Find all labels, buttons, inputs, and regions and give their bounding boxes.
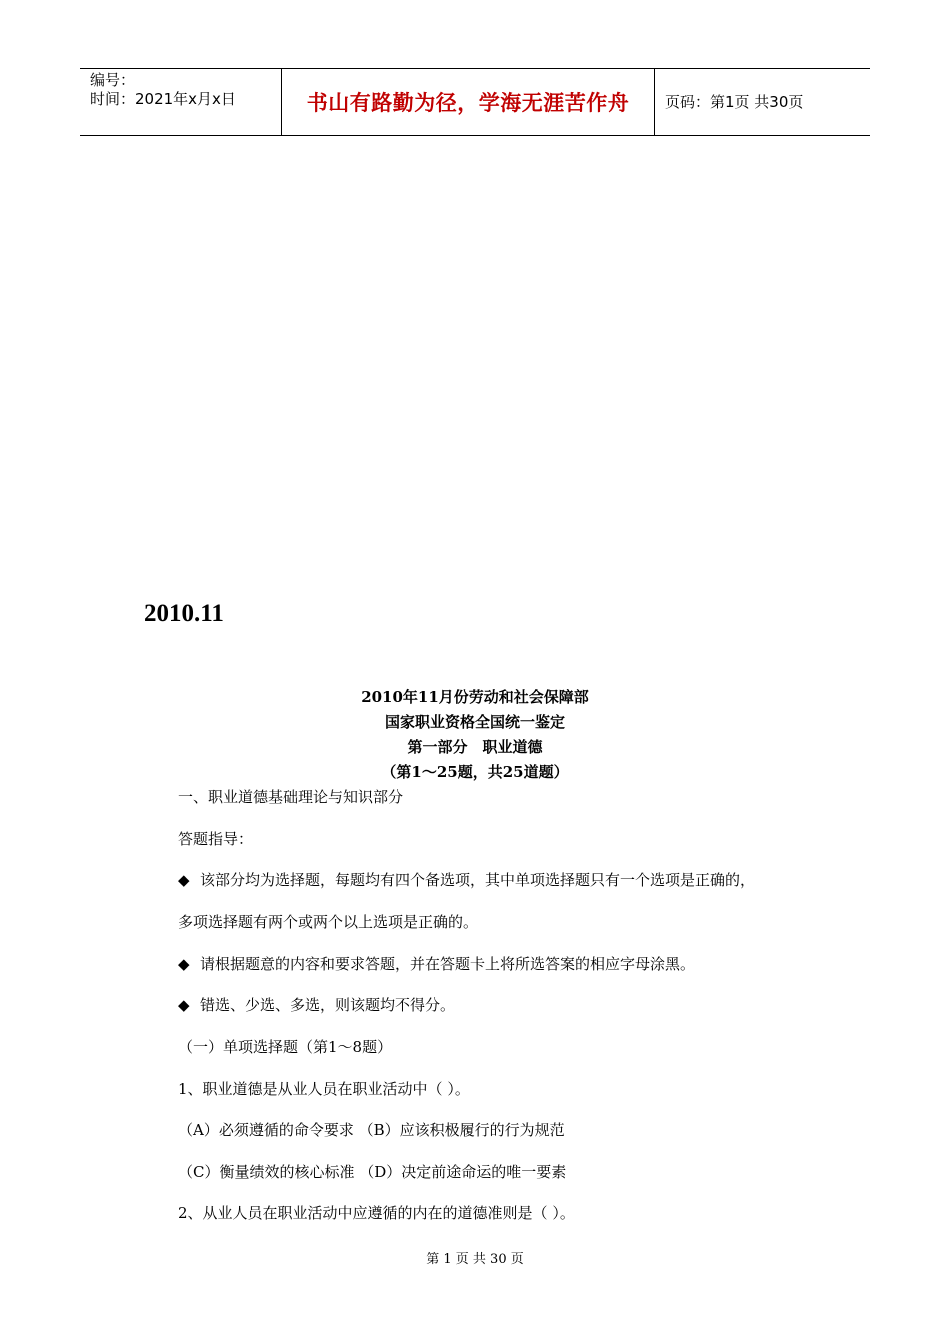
header-page-info: 页码：第1页 共30页 bbox=[665, 92, 804, 111]
document-header bbox=[80, 68, 870, 136]
bullet-text-1: 该部分均为选择题，每题均有四个备选项，其中单项选择题只有一个选项是正确的， bbox=[200, 871, 756, 889]
bullet-text-1-continued: 多项选择题有两个或两个以上选项是正确的。 bbox=[178, 913, 479, 931]
title-line-2: 国家职业资格全国统一鉴定 bbox=[384, 713, 565, 731]
document-time-label: 时间：2021年x月x日 bbox=[90, 90, 236, 108]
header-left-cell bbox=[80, 69, 281, 135]
bullet-item-2 bbox=[178, 953, 695, 974]
bullet-item-3 bbox=[178, 994, 455, 1015]
document-code-label: 编号： bbox=[90, 71, 136, 89]
date-heading: 2010.11 bbox=[144, 600, 224, 627]
subsection-heading: （一）单项选择题（第1～8题） bbox=[178, 1038, 393, 1056]
title-line-1: 2010年11月份劳动和社会保障部 bbox=[361, 688, 589, 706]
section-heading: 一、职业道德基础理论与知识部分 bbox=[178, 788, 404, 806]
title-line-3: 第一部分 职业道德 bbox=[407, 738, 543, 756]
header-middle-cell bbox=[281, 69, 655, 135]
page-footer: 第 1 页 共 30 页 bbox=[426, 1252, 524, 1267]
header-motto: 书山有路勤为径，学海无涯苦作舟 bbox=[306, 91, 630, 115]
diamond-bullet-icon: ◆ bbox=[178, 871, 190, 889]
bullet-text-3: 错选、少选、多选，则该题均不得分。 bbox=[200, 996, 456, 1014]
diamond-bullet-icon: ◆ bbox=[178, 955, 190, 973]
question-1-options-cd: （C）衡量绩效的核心标准 （D）决定前途命运的唯一要素 bbox=[178, 1163, 567, 1181]
bullet-text-2: 请根据题意的内容和要求答题，并在答题卡上将所选答案的相应字母涂黑。 bbox=[200, 955, 696, 973]
question-1-options-ab: （A）必须遵循的命令要求 （B）应该积极履行的行为规范 bbox=[178, 1121, 565, 1139]
diamond-bullet-icon: ◆ bbox=[178, 996, 190, 1014]
header-right-cell bbox=[655, 69, 870, 135]
question-1: 1、职业道德是从业人员在职业活动中（ ）。 bbox=[178, 1080, 470, 1098]
question-2: 2、从业人员在职业活动中应遵循的内在的道德准则是（ ）。 bbox=[178, 1204, 575, 1222]
title-line-4: （第1～25题，共25道题） bbox=[381, 763, 569, 781]
guidance-label: 答题指导： bbox=[178, 830, 254, 848]
bullet-item-1 bbox=[178, 869, 755, 890]
